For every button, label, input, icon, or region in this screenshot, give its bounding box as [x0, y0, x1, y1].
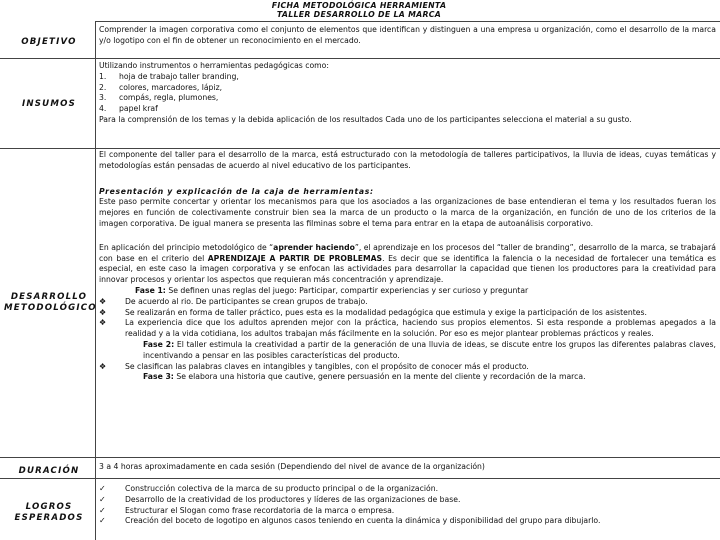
label-logros — [4, 502, 94, 524]
column-divider — [95, 22, 96, 540]
objetivo-content — [99, 25, 716, 47]
label-desarrollo-line1: DESARROLLO — [10, 292, 88, 302]
insumos-item-text: hoja de trabajo taller branding, — [119, 71, 239, 81]
divider-desarrollo — [0, 457, 720, 458]
divider-objetivo — [0, 58, 720, 59]
label-logros-line2: ESPERADOS — [14, 513, 84, 523]
header-title-line2: TALLER DESARROLLO DE LA MARCA — [276, 10, 442, 20]
document-header — [96, 1, 622, 20]
list-item — [99, 318, 716, 340]
logros-content — [99, 484, 716, 527]
insumos-item-text: compás, regla, plumones, — [119, 93, 219, 103]
fase-3-text: Se elabora una historia que cautive, genere persuasión en la mente del cliente y recordación de la marca. — [173, 372, 586, 382]
list-item-text: Se clasifican las palabras claves en intangibles y tangibles, con el propósito de conocer más el producto. — [125, 361, 529, 371]
fase-1 — [99, 286, 716, 297]
fase-2-label: Fase 2: — [143, 339, 175, 349]
insumos-item — [99, 72, 716, 83]
diamond-bullet-icon: ❖ — [99, 296, 107, 306]
label-insumos — [4, 99, 94, 110]
list-item — [99, 495, 716, 506]
list-item — [99, 516, 716, 527]
insumos-item-number: 3. — [99, 93, 107, 103]
insumos-item — [99, 104, 716, 115]
desarrollo-step-text: Este paso permite concertar y orientar los mecanismos para que los asociados a las organizaciones de base entendieran el tema y los resultados fueran los mejores en función de colectivamente construir bien sea la marca de un producto o la marca de la organización, en función de uno de los criterios de la imagen corporativa. De igual manera se presenta las filminas sobre el tema para entrar en la etapa de autoanálisis corporativo. — [99, 197, 716, 228]
label-objetivo-text: OBJETIVO — [21, 37, 77, 47]
fase-3-label: Fase 3: — [143, 372, 174, 382]
desarrollo-principle — [99, 243, 716, 286]
duracion-content — [99, 462, 716, 473]
diamond-bullet-icon: ❖ — [99, 318, 107, 328]
insumos-content — [99, 61, 716, 126]
fase-2-text: El taller estimula la creatividad a partir de la generación de una lluvia de ideas, se discute entre los grupos las diferentes palabras claves, incentivando a pensar en las posibles características del producto. — [143, 339, 716, 360]
label-desarrollo-line2: METODOLÓGICO — [4, 303, 97, 313]
list-item — [99, 297, 716, 308]
list-item-text: Desarrollo de la creatividad de los productores y líderes de las organizaciones de base. — [125, 494, 461, 504]
objetivo-text: Comprender la imagen corporativa como el conjunto de elementos que identifican y distinguen a una empresa u organización, como el desarrollo de la marca y/o logotipo con el fin de obtener un reconocimiento en el mercado. — [99, 25, 716, 45]
insumos-intro: Utilizando instrumentos o herramientas pedagógicas como: — [99, 61, 329, 70]
duracion-text: 3 a 4 horas aproximadamente en cada sesión (Dependiendo del nivel de avance de la organización) — [99, 462, 485, 471]
list-item-text: De acuerdo al rio. De participantes se crean grupos de trabajo. — [125, 296, 368, 306]
insumos-item-text: colores, marcadores, lápiz, — [119, 82, 223, 92]
fase-1-text: Se definen unas reglas del juego: Participar, compartir experiencias y ser curioso y preguntar — [165, 285, 529, 295]
label-objetivo — [4, 37, 94, 48]
label-desarrollo — [4, 292, 97, 314]
principle-text-c: . Es decir que se identifica la falencia o la necesidad de fortalecer una temática es especial, en este caso la imagen corporativa y se enfocan las actividades para desarrollar la capacidad que tienen los productores para la creatividad para innovar procesos y orientar los aspectos que requieran más concentración y aprendizaje. — [99, 253, 717, 285]
fase-1-label: Fase 1: — [135, 285, 166, 295]
checkmark-icon: ✓ — [99, 494, 106, 504]
insumos-item-number: 4. — [99, 104, 107, 114]
divider-duracion — [0, 478, 720, 479]
divider-insumos — [0, 148, 720, 149]
checkmark-icon: ✓ — [99, 505, 106, 515]
fase-2 — [99, 340, 716, 362]
principle-criterion: APRENDIZAJE A PARTIR DE PROBLEMAS — [207, 253, 383, 263]
insumos-item-number: 2. — [99, 82, 107, 92]
insumos-item — [99, 83, 716, 94]
insumos-item — [99, 93, 716, 104]
desarrollo-section-title: Presentación y explicación de la caja de herramientas: — [99, 186, 374, 196]
list-item — [99, 362, 716, 373]
label-logros-line1: LOGROS — [25, 502, 73, 512]
list-item — [99, 484, 716, 495]
insumos-item-text: papel kraf — [119, 104, 158, 114]
list-item-text: Estructurar el Slogan como frase recordatoria de la marca o empresa. — [125, 505, 395, 515]
label-duracion — [4, 466, 94, 477]
desarrollo-intro: El componente del taller para el desarrollo de la marca, está estructurado con la metodología de talleres participativos, la lluvia de ideas, cuyas temáticas y metodologías están pensadas de acuerdo al nivel educativo de los participantes. — [99, 150, 716, 170]
label-duracion-text: DURACIÓN — [18, 466, 80, 476]
divider-header — [95, 21, 720, 22]
checkmark-icon: ✓ — [99, 484, 106, 493]
label-insumos-text: INSUMOS — [21, 99, 76, 109]
principle-text-b: ”, el aprendizaje en los procesos del “taller de branding”, desarrollo de la marca, se trabajará con base en el criterio del — [99, 242, 716, 263]
header-title-line1: FICHA METODOLÓGICA HERRAMIENTA — [271, 1, 447, 10]
list-item-text: La experiencia dice que los adultos aprenden mejor con la práctica, haciendo sus propios elementos. Si esta responde a problemas apegados a la realidad y a la vida cotidiana, los adultos trabajan más fácilmente en la solución. Por eso es mejor plantear problemas prácticos y reales. — [125, 318, 716, 339]
list-item — [99, 506, 716, 517]
list-item — [99, 308, 716, 319]
insumos-closing: Para la comprensión de los temas y la debida aplicación de los resultados Cada uno de los participantes selecciona el material a su gusto. — [99, 114, 632, 124]
checkmark-icon: ✓ — [99, 516, 106, 526]
diamond-bullet-icon: ❖ — [99, 361, 107, 371]
insumos-item-number: 1. — [99, 71, 107, 81]
fase-3 — [99, 372, 716, 383]
principle-emphasis: aprender haciendo — [273, 242, 355, 252]
principle-text-a: En aplicación del principio metodológico de “ — [99, 242, 274, 252]
diamond-bullet-icon: ❖ — [99, 307, 107, 317]
list-item-text: Creación del boceto de logotipo en algunos casos teniendo en cuenta la dinámica y disponibilidad del grupo para dibujarlo. — [125, 516, 601, 526]
list-item-text: Construcción colectiva de la marca de su producto principal o de la organización. — [125, 484, 439, 493]
desarrollo-content — [99, 150, 716, 383]
list-item-text: Se realizarán en forma de taller práctico, pues esta es la modalidad pedagógica que estimula y exige la participación de los asistentes. — [125, 307, 647, 317]
